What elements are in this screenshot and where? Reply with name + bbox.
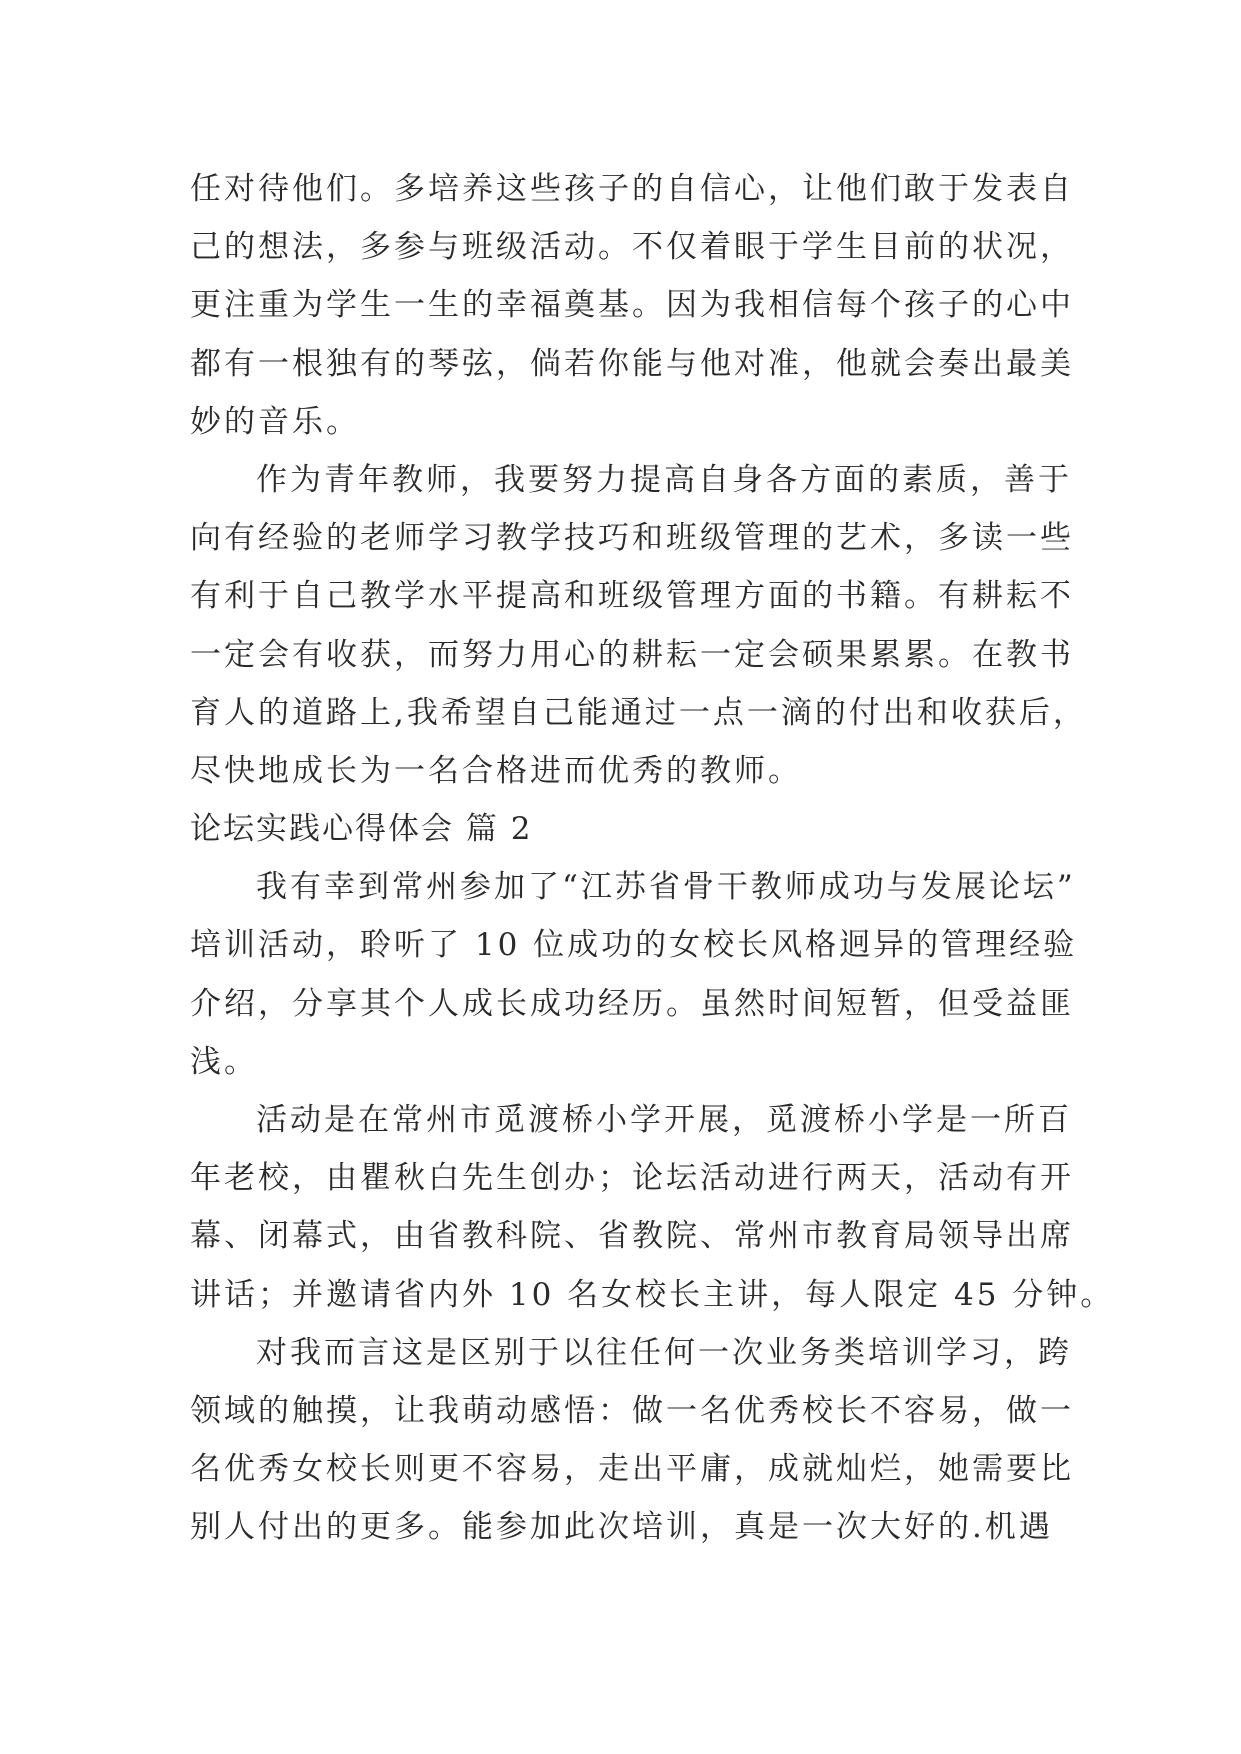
text-line: 更注重为学生一生的幸福奠基。因为我相信每个孩子的心中	[190, 287, 1074, 324]
text-line: 有利于自己教学水平提高和班级管理方面的书籍。有耕耘不	[190, 578, 1074, 615]
text-line: 培训活动，聆听了 10 位成功的女校长风格迥异的管理经验	[190, 927, 1078, 964]
paragraph-first-line: 对我而言这是区别于以往任何一次业务类培训学习，跨	[256, 1334, 1072, 1371]
text-line: 介绍，分享其个人成长成功经历。虽然时间短暂，但受益匪	[190, 985, 1074, 1022]
document-body	[190, 160, 1115, 1557]
paragraph-first-line: 我有幸到常州参加了“江苏省骨干教师成功与发展论坛”	[256, 869, 1076, 906]
text-line: 任对待他们。多培养这些孩子的自信心，让他们敢于发表自	[190, 171, 1074, 207]
text-line: 名优秀女校长则更不容易，走出平庸，成就灿烂，她需要比	[190, 1451, 1074, 1488]
text-line: 己的想法，多参与班级活动。不仅着眼于学生目前的状况，	[190, 229, 1074, 266]
text-line: 尽快地成长为一名合格进而优秀的教师。	[190, 752, 802, 789]
text-line: 妙的音乐。	[190, 403, 360, 440]
section-heading: 论坛实践心得体会 篇 2	[190, 811, 533, 848]
text-line: 都有一根独有的琴弦，倘若你能与他对准，他就会奏出最美	[190, 345, 1074, 382]
text-line: 浅。	[190, 1043, 258, 1080]
text-line: 讲话；并邀请省内外 10 名女校长主讲，每人限定 45 分钟。	[190, 1276, 1115, 1313]
text-line: 幕、闭幕式，由省教科院、省教院、常州市教育局领导出席	[190, 1218, 1074, 1255]
paragraph-first-line: 活动是在常州市觅渡桥小学开展，觅渡桥小学是一所百	[256, 1102, 1072, 1138]
paragraph-first-line: 作为青年教师，我要努力提高自身各方面的素质，善于	[256, 461, 1072, 498]
text-line: 向有经验的老师学习教学技巧和班级管理的艺术，多读一些	[190, 520, 1074, 557]
text-line: 别人付出的更多。能参加此次培训，真是一次大好的.机遇	[190, 1509, 1053, 1546]
text-line: 领域的触摸，让我萌动感悟：做一名优秀校长不容易，做一	[190, 1392, 1074, 1429]
text-line: 一定会有收获，而努力用心的耕耘一定会硕果累累。在教书	[190, 636, 1074, 673]
text-line: 年老校，由瞿秋白先生创办；论坛活动进行两天，活动有开	[190, 1160, 1074, 1197]
text-line: 育人的道路上,我希望自己能通过一点一滴的付出和收获后，	[190, 694, 1087, 731]
